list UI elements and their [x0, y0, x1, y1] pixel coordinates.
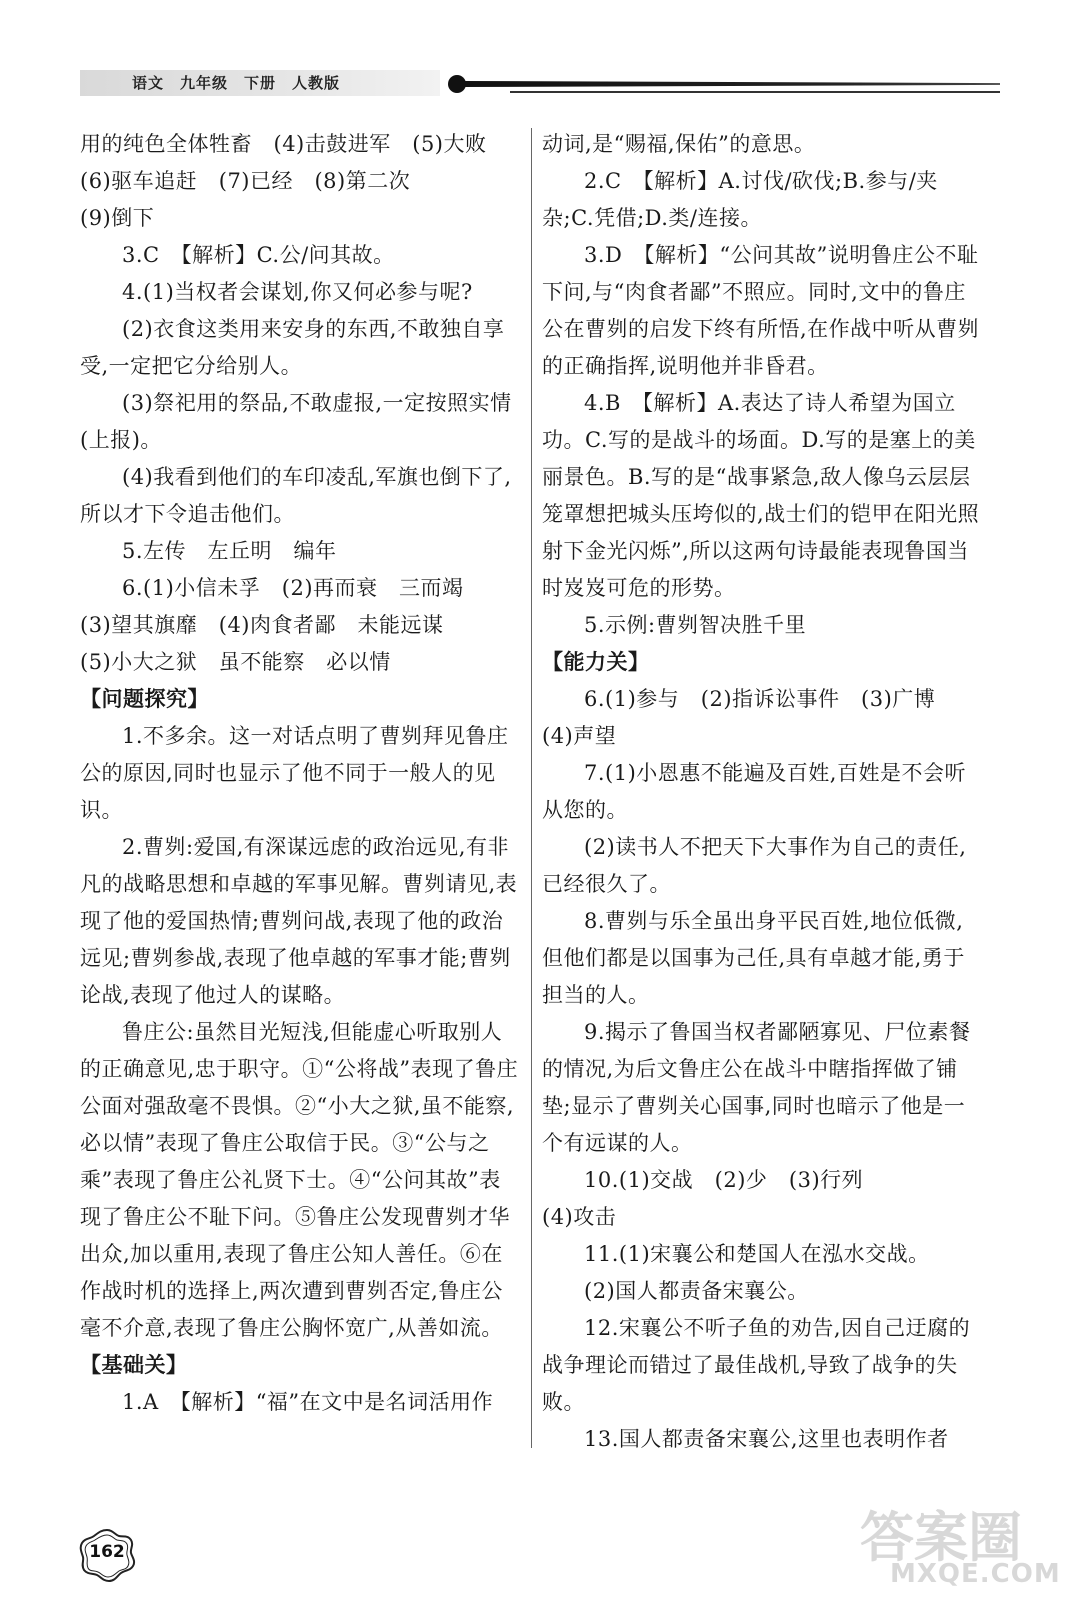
answer-line: 5.示例:曹刿智决胜千里	[584, 613, 807, 637]
answer-line: (4)我看到他们的车印凌乱,军旗也倒下了,所以才下令追击他们。	[80, 465, 512, 526]
answer-line: (4)声望	[542, 724, 617, 748]
left-column	[80, 126, 522, 1421]
right-column	[542, 126, 984, 1458]
header-volume: 下册	[244, 74, 277, 92]
answer-line: (9)倒下	[80, 206, 155, 230]
answer-line: (2)衣食这类用来安身的东西,不敢独自享受,一定把它分给别人。	[80, 317, 505, 378]
answer-line: (4)攻击	[542, 1205, 617, 1229]
header-edition: 人教版	[292, 74, 341, 92]
answer-line: 7.(1)小恩惠不能遍及百姓,百姓是不会听从您的。	[542, 761, 966, 822]
answer-line: 4.(1)当权者会谋划,你又何必参与呢?	[122, 280, 473, 304]
answer-line: 9.揭示了鲁国当权者鄙陋寡见、尸位素餐的情况,为后文鲁庄公在战斗中瞎指挥做了铺垫;显示了曹刿关心国事,同时也暗示了他是一个有远谋的人。	[542, 1020, 971, 1155]
answer-line: 8.曹刿与乐全虽出身平民百姓,地位低微,但他们都是以国事为己任,具有卓越才能,勇于担当的人。	[542, 909, 965, 1007]
answer-line: 11.(1)宋襄公和楚国人在泓水交战。	[584, 1242, 930, 1266]
watermark-logo: 答案圈	[860, 1506, 1022, 1569]
answer-line: 动词,是“赐福,保佑”的意思。	[542, 132, 816, 156]
header-dot-icon	[448, 75, 466, 93]
header-rule-thin	[510, 91, 1000, 93]
answer-line: 1.A 【解析】“福”在文中是名词活用作	[122, 1390, 494, 1414]
page-header	[80, 66, 1000, 102]
answer-line: 2.C 【解析】A.讨伐/砍伐;B.参与/夹杂;C.凭借;D.类/连接。	[542, 169, 938, 230]
answer-line: 10.(1)交战 (2)少 (3)行列	[584, 1168, 864, 1192]
watermark-url: MXQE.COM	[890, 1559, 1061, 1589]
answer-line: (3)祭祀用的祭品,不敢虚报,一定按照实情(上报)。	[80, 391, 512, 452]
answer-line: (5)小大之狱 虽不能察 必以情	[80, 650, 391, 674]
answer-line: 3.D 【解析】“公问其故”说明鲁庄公不耻下问,与“肉食者鄙”不照应。同时,文中的鲁庄公在曹刿的启发下终有所悟,在作战中听从曹刿的正确指挥,说明他并非昏君。	[542, 243, 980, 378]
answer-line: 鲁庄公:虽然目光短浅,但能虚心听取别人的正确意见,忠于职守。①“公将战”表现了鲁庄公面对强敌毫不畏惧。②“小大之狱,虽不能察,必以情”表现了鲁庄公取信于民。③“公与之乘”表现了鲁庄公礼贤下士。④“公问其故”表现了鲁庄公不耻下问。⑤鲁庄公发现曹刿才华出众,加以重用,表现了鲁庄公知人善任。⑥在作战时机的选择上,两次遭到曹刿否定,鲁庄公毫不介意,表现了鲁庄公胸怀宽广,从善如流。	[80, 1020, 519, 1340]
answer-line: 5.左传 左丘明 编年	[122, 539, 337, 563]
section-heading: 【基础关】	[80, 1353, 188, 1377]
answer-line: 2.曹刿:爱国,有深谋远虑的政治远见,有非凡的战略思想和卓越的军事见解。曹刿请见,表现了他的爱国热情;曹刿问战,表现了他的政治远见;曹刿参战,表现了他卓越的军事才能;曹刿论战,表现了他过人的谋略。	[80, 835, 518, 1007]
section-heading: 【能力关】	[542, 650, 650, 674]
answer-line: 6.(1)小信未孚 (2)再而衰 三而竭	[122, 576, 464, 600]
page-number: 162	[89, 1542, 125, 1562]
header-subject: 语文	[132, 74, 165, 92]
header-title	[132, 72, 340, 93]
answer-line: 6.(1)参与 (2)指诉讼事件 (3)广博	[584, 687, 936, 711]
answer-line: 1.不多余。这一对话点明了曹刿拜见鲁庄公的原因,同时也显示了他不同于一般人的见识。	[80, 724, 509, 822]
header-grade: 九年级	[180, 74, 229, 92]
answer-line: 12.宋襄公不听子鱼的劝告,因自己迂腐的战争理论而错过了最佳战机,导致了战争的失败。	[542, 1316, 971, 1414]
answer-line: 3.C 【解析】C.公/问其故。	[122, 243, 395, 267]
answer-line: (2)读书人不把天下大事作为自己的责任,已经很久了。	[542, 835, 967, 896]
answer-line: (6)驱车追赶 (7)已经 (8)第二次	[80, 169, 411, 193]
answer-line: 4.B 【解析】A.表达了诗人希望为国立功。C.写的是战斗的场面。D.写的是塞上的美丽景色。B.写的是“战事紧急,敌人像乌云层层笼罩想把城头压垮似的,战士们的铠甲在阳光照射下金光闪烁”,所以这两句诗最能表现鲁国当时岌岌可危的形势。	[542, 391, 980, 600]
header-rule	[464, 81, 1000, 87]
answer-line: (2)国人都责备宋襄公。	[584, 1279, 809, 1303]
answer-line: (3)望其旗靡 (4)肉食者鄙 未能远谋	[80, 613, 444, 637]
watermark	[820, 1495, 1070, 1595]
column-divider	[531, 128, 532, 1448]
answer-line: 13.国人都责备宋襄公,这里也表明作者	[584, 1427, 949, 1451]
answer-line: 用的纯色全体牲畜 (4)击鼓进军 (5)大败	[80, 132, 487, 156]
page-number-badge	[78, 1526, 136, 1584]
section-heading: 【问题探究】	[80, 687, 209, 711]
